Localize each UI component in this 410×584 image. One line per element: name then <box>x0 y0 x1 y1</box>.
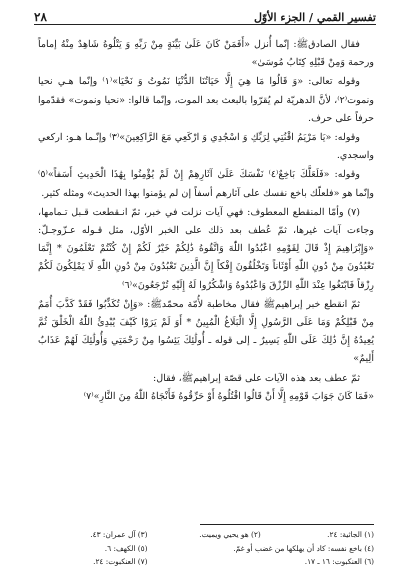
footnote-divider <box>200 524 374 525</box>
page-number: ٢٨ <box>34 10 47 24</box>
footnote: (١) الجاثية: ٢٤. <box>327 530 374 539</box>
footnote: (٤) باخع نفسه: كاد أن يهلكها من غضب أو غمّ. <box>233 543 374 553</box>
footnote-row <box>36 542 374 556</box>
main-text <box>38 36 374 406</box>
paragraph: ثمّ انقطع خبر إبراهيمﷺ فقال مخاطبة لأُمّة محمّدﷺ: «وَإِنْ تُكَذِّبُوا فَقَدْ كَذَّبَ أُمَمٌ مِنْ قَبْلِكُمْ وَمَا عَلَى الرَّسُولِ إِلَّا الْبَلَاغُ الْمُبِينُ * أَوَ لَمْ يَرَوْا كَيْفَ يُبْدِئُ اللّٰهُ الْخَلْقَ ثُمَّ يُعِيدُهُ إِنَّ ذَٰلِكَ عَلَى اللّٰهِ يَسِيرٌ ـ إلى قوله ـ أُولَٰئِكَ يَئِسُوا مِنْ رَحْمَتِي وَأُولَٰئِكَ لَهُمْ عَذَابٌ أَلِيمٌ» <box>38 298 374 365</box>
footnote-row <box>36 528 374 542</box>
section-paragraph: (٧) وأمّا المنقطع المعطوف: فهي آيات نزلت في خبر، ثمّ انـقطعت قـبل تـمامها، وجاءت آيات غيرها، ثمّ عُطف بعد ذلك على الخبر الأوّل، مثل قـوله عـزّوجـلّ: «وَإِبْرَاهِيمَ إِذْ قَالَ لِقَوْمِهِ اعْبُدُوا اللّٰهَ وَاتَّقُوهُ ذَٰلِكُمْ خَيْرٌ لَكُمْ إِنْ كُنْتُمْ تَعْلَمُونَ * إِنَّمَا تَعْبُدُونَ مِنْ دُونِ اللّٰهِ أَوْثَاناً وَتَخْلُقُونَ إِفْكاً إِنَّ الَّذِينَ تَعْبُدُونَ مِنْ دُونِ اللّٰهِ لَا يَمْلِكُونَ لَكُمْ رِزْقاً فَابْتَغُوا عِنْدَ اللّٰهِ الرِّزْقَ وَاعْبُدُوهُ وَاشْكُرُوا لَهُ إِلَيْهِ تُرْجَعُونَ»⁽٦⁾ <box>38 206 374 291</box>
footnotes <box>36 528 374 569</box>
footnote-row <box>36 555 374 569</box>
footnote: (٢) هو يحيي ويميت. <box>199 530 261 539</box>
page-header <box>34 6 376 25</box>
paragraph: وقوله: «يَا مَرْيَمُ اقْنُتِي لِرَبِّكِ وَ اسْجُدِي وَ ارْكَعِي مَعَ الرَّاكِعِينَ»⁽٣⁾ وإنّـما هـو: اركعي واسجدي. <box>38 132 374 162</box>
quran-quote: «فَمَا كَانَ جَوَابَ قَوْمِهِ إِلَّا أَنْ قَالُوا اقْتُلُوهُ أَوْ حَرِّقُوهُ فَأَنْجَاهُ اللّٰهُ مِنَ النَّارِ»⁽٧⁾ <box>83 390 374 402</box>
footnote: (٣) آل عمران: ٤٣. <box>90 530 148 539</box>
paragraph: فقال الصادقﷺ: إنّما أُنزل «أَفَمَنْ كَانَ عَلَىٰ بَيِّنَةٍ مِنْ رَبِّهِ وَ يَتْلُوهُ شَاهِدٌ مِنْهُ إماماً ورحمة وَمِنْ قَبْلِهِ كِتَابُ مُوسَىٰ» <box>38 39 374 69</box>
footnote: (٦) العنكبوت: ١٦ ـ ١٧. <box>304 557 374 566</box>
paragraph: وقوله: «فَلَعَلَّكَ بَاخِعٌ⁽٤⁾ نَفْسَكَ عَلَىٰ آثَارِهِمْ إِنْ لَمْ يُؤْمِنُوا بِهَٰذَا الْحَدِيثِ أَسَفاً»⁽٥⁾ وإنّما هو «فلعلّك باخع نفسك على آثارهم أسفاً إن لم يؤمنوا بهذا الحديث» ومثله كثير. <box>38 169 374 199</box>
paragraph: ثمّ عطف بعد هذه الآيات على قصّة إبراهيمﷺ، فقال: <box>152 372 360 384</box>
paragraph: وقوله تعالى: «وَ قَالُوا مَا هِيَ إِلَّا حَيَاتُنَا الدُّنْيَا نَمُوتُ وَ نَحْيَا»⁽١⁾ وإنّما هـي نحيا ونموت⁽٢⁾، لأنَّ الدهريّة لم يُقرّوا بالبعث بعد الموت، وإنّما قالوا: «نحيا ونموت» فقدّموا حرفاً على حرف. <box>38 76 374 124</box>
footnote: (٧) العنكبوت: ٢٤. <box>93 557 148 566</box>
footnote: (٥) الكهف: ٦. <box>104 543 148 553</box>
book-title: تفسير القمي / الجزء الأوّل <box>253 11 376 24</box>
